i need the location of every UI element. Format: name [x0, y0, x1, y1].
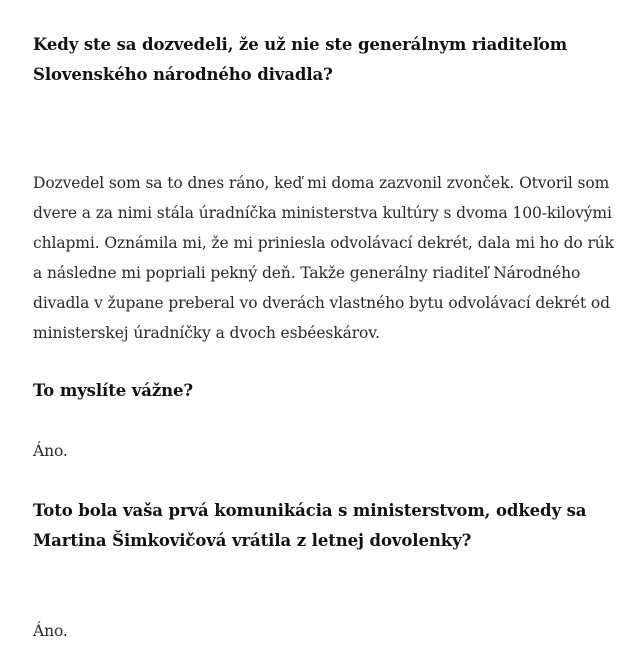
interview-question-1: Kedy ste sa dozvedeli, že už nie ste generálnym riaditeľom Slovenského národného divadla? — [33, 35, 568, 84]
interview-question-3: Toto bola vaša prvá komunikácia s ministerstvom, odkedy sa Martina Šimkovičová vrátila z letnej dovolenky? — [33, 501, 587, 550]
interview-answer-2: Áno. — [33, 442, 68, 460]
interview-answer-1: Dozvedel som sa to dnes ráno, keď mi doma zazvonil zvonček. Otvoril som dvere a za nimi stála úradníčka ministerstva kultúry s dvoma 100-kilovými chlapmi. Oznámila mi, že mi priniesla odvolávací dekrét, dala mi ho do rúk a následne mi popriali pekný deň. Takže generálny riaditeľ Národného divadla v župane preberal vo dverách vlastného bytu odvolávací dekrét od ministerskej úradníčky a dvoch esbéeskárov. — [33, 174, 614, 342]
interview-question-2: To myslíte vážne? — [33, 381, 193, 400]
interview-answer-3: Áno. — [33, 622, 68, 640]
